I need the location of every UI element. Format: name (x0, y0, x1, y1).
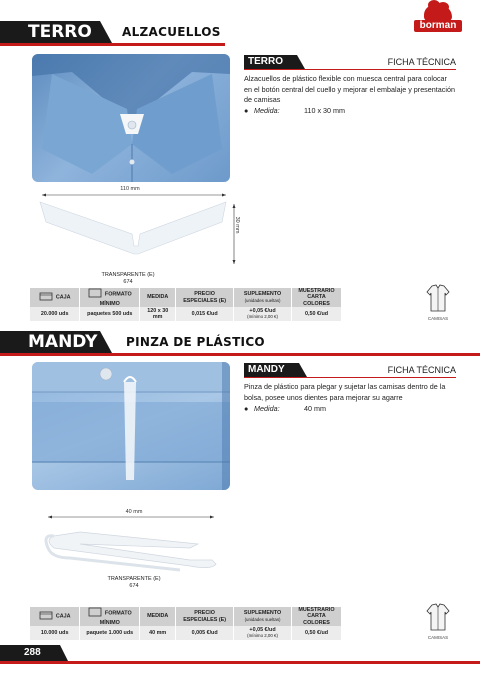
header-precio: PRECIO ESPECIALES (E) (176, 288, 234, 307)
bullet-icon: ● (244, 404, 249, 413)
cell-formato: paquetes 500 uds (80, 307, 140, 321)
product-code: MANDY (0, 331, 100, 353)
header-suplemento: SUPLEMENTO (unidades sueltas) (234, 607, 292, 626)
cell-suplemento: +0,05 €/ud (mínimo 2,00 €) (234, 626, 292, 640)
header-formato: FORMATO MÍNIMO (80, 607, 140, 626)
footer-rule (0, 661, 480, 664)
cell-precio: 0,005 €/ud (176, 626, 234, 640)
measure-value: 110 x 30 mm (304, 106, 346, 115)
logo-text: borman (414, 20, 462, 32)
product-description: Alzacuellos de plástico flexible con muesca central para colocar en el botón central del cuello y mejorar el embalaje y presentación de camisas (244, 74, 455, 104)
table-row (30, 626, 342, 640)
product-description: Pinza de plástico para plegar y sujetar las camisas dentro de la bolsa, posee unos dientes para mejorar su agarre (244, 382, 446, 402)
cell-muestrario: 0,50 €/ud (292, 307, 342, 321)
height-dimension: 30 mm (234, 216, 240, 234)
cell-caja: 10.000 uds (30, 626, 80, 640)
brand-logo (414, 5, 462, 35)
caption-color: TRANSPARENTE (E) (101, 272, 155, 278)
product-title: PINZA DE PLÁSTICO (126, 335, 265, 349)
cell-formato: paquete 1.000 uds (80, 626, 140, 640)
header-precio: PRECIO ESPECIALES (E) (176, 607, 234, 626)
header-caja: CAJA (30, 288, 80, 307)
shirt-fold-illustration (32, 362, 230, 490)
box-icon (39, 291, 53, 303)
logo-mark-icon (424, 5, 452, 21)
measure-label: Medida: (254, 106, 280, 115)
cell-medida: 40 mm (140, 626, 176, 640)
header-medida: MEDIDA (140, 607, 176, 626)
section-header-terro (0, 21, 480, 43)
header-caja: CAJA (30, 607, 80, 626)
shirt-icon (426, 284, 450, 312)
header-muestrario: MUESTRARIO CARTA COLORES (292, 607, 342, 626)
product-tag-terro (244, 55, 456, 69)
box-icon (39, 610, 53, 622)
header-suplemento: SUPLEMENTO (unidades sueltas) (234, 288, 292, 307)
package-icon (88, 288, 102, 300)
caption-code: 674 (123, 279, 133, 285)
cell-muestrario: 0,50 €/ud (292, 626, 342, 640)
product-code: TERRO (0, 21, 100, 43)
measure-row (244, 106, 345, 116)
header-formato: FORMATO MÍNIMO (80, 288, 140, 307)
bullet-icon: ● (244, 106, 249, 115)
shirt-label: CAMISAS (427, 316, 449, 321)
color-caption (88, 272, 168, 286)
measure-row (244, 404, 326, 414)
shirt-collar-illustration (32, 54, 230, 182)
product-title: ALZACUELLOS (122, 25, 221, 39)
section-header-mandy (0, 331, 480, 353)
width-dimension: 110 mm (120, 186, 140, 192)
color-caption (94, 576, 174, 590)
shirt-icon (426, 603, 450, 631)
measure-value: 40 mm (304, 404, 326, 413)
cell-precio: 0,015 €/ud (176, 307, 234, 321)
sheet-label: FICHA TÉCNICA (387, 57, 456, 67)
caption-code: 674 (129, 583, 139, 589)
caption-color: TRANSPARENTE (E) (107, 576, 161, 582)
shirt-label: CAMISAS (427, 635, 449, 640)
header-rule (0, 43, 225, 46)
product-tag-mandy (244, 363, 456, 377)
page-number: 288 (0, 645, 60, 661)
tag-code: TERRO (244, 55, 297, 69)
terro-product-drawing (36, 192, 246, 272)
package-icon (88, 607, 102, 619)
cell-suplemento: +0,05 €/ud (mínimo 2,00 €) (234, 307, 292, 321)
cell-caja: 20.000 uds (30, 307, 80, 321)
spec-table-terro (30, 288, 342, 321)
cell-medida: 120 x 30 mm (140, 307, 176, 321)
tag-rule (244, 69, 456, 70)
mandy-product-drawing (40, 514, 220, 576)
table-header-row (30, 288, 342, 307)
product-photo-clip (32, 362, 230, 490)
spec-table-mandy (30, 607, 342, 640)
header-muestrario: MUESTRARIO CARTA COLORES (292, 288, 342, 307)
table-header-row (30, 607, 342, 626)
header-medida: MEDIDA (140, 288, 176, 307)
width-dimension: 40 mm (125, 509, 143, 515)
header-rule (0, 353, 480, 356)
sheet-label: FICHA TÉCNICA (387, 365, 456, 375)
tag-rule (244, 377, 456, 378)
table-row (30, 307, 342, 321)
tag-code: MANDY (244, 363, 299, 377)
product-photo-collar (32, 54, 230, 182)
measure-label: Medida: (254, 404, 280, 413)
